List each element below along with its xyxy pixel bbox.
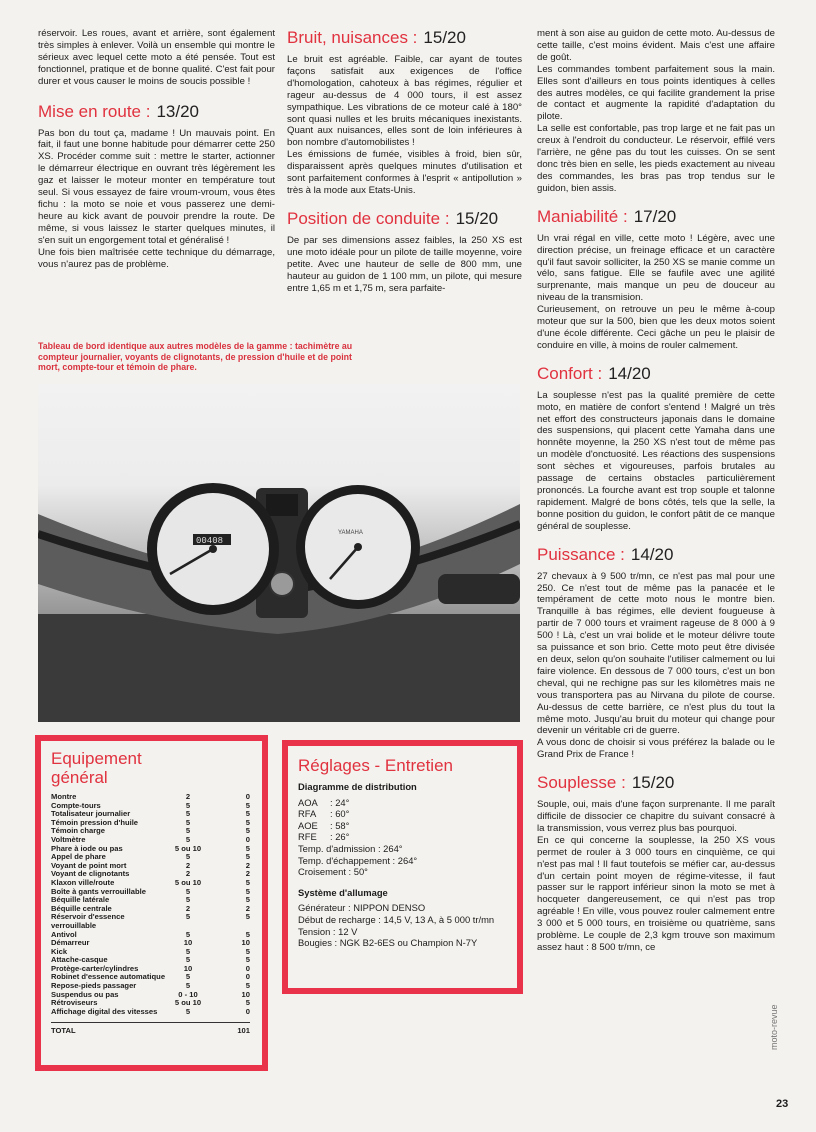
equipement-item-score: 2 bbox=[245, 903, 250, 913]
equipement-item-score: 5 bbox=[245, 929, 250, 939]
equipement-item-name: Témoin charge bbox=[51, 826, 106, 836]
diagramme-row bbox=[298, 831, 507, 843]
souplesse-title: Souplesse : bbox=[537, 773, 626, 793]
equipement-item-name: Repose-pieds passager bbox=[51, 981, 137, 991]
equipement-item-max: 5 bbox=[185, 972, 191, 982]
diagramme-title: Diagramme de distribution bbox=[298, 781, 417, 792]
equipement-item-max: 5 bbox=[185, 817, 191, 827]
equipement-item-name: Béquille latérale bbox=[51, 895, 110, 905]
equipement-item-score: 5 bbox=[245, 800, 250, 810]
puissance-paragraph-2: A vous donc de choisir si vous préférez la balade ou le Grand Prix de France ! bbox=[537, 737, 775, 761]
bruit-paragraph-1: Le bruit est agréable. Faible, car ayant de toutes façons satisfait aux exigences de l'office d'homologation, cahoteux à bas régimes, régulier et rageur au-dessus de 4 000 tours, il est assez sympathique. Les vibrations de ce moteur calé à 180° sont quasi nulles et les bruits mécaniques inexistants. Quant aux nuisances, elles sont de loin inférieures à bon nombre d'automobilistes ! bbox=[287, 54, 522, 149]
puissance-score: 14/20 bbox=[630, 544, 674, 564]
mise-en-route-title: Mise en route : bbox=[38, 101, 151, 121]
equipement-item-max: 5 ou 10 bbox=[174, 843, 202, 853]
equipement-item-name: Démarreur bbox=[51, 938, 90, 948]
confort-title: Confort : bbox=[537, 363, 603, 383]
equipement-item-max: 5 bbox=[185, 929, 191, 939]
equipement-title-line-2: général bbox=[51, 768, 108, 787]
equipement-item-score: 5 bbox=[245, 852, 250, 862]
equipement-item-score: 0 bbox=[245, 834, 250, 844]
mise-en-route-score: 13/20 bbox=[156, 101, 199, 121]
equipement-item-max: 2 bbox=[185, 869, 191, 879]
reglages-title: Réglages - Entretien bbox=[298, 756, 453, 775]
section-heading-position bbox=[287, 209, 522, 229]
equipement-item-max: 5 bbox=[185, 886, 191, 896]
equipement-item-max: 5 bbox=[185, 946, 191, 956]
equipement-item-name: Voltmètre bbox=[51, 834, 86, 844]
diagramme-key: AOA bbox=[298, 796, 318, 808]
equipement-item-max: 5 bbox=[185, 912, 191, 922]
equipement-item-name: Appel de phare bbox=[51, 852, 106, 862]
reglages-body bbox=[288, 781, 517, 949]
col1-intro-paragraph: réservoir. Les roues, avant et arrière, sont également très simples à enlever. Voilà un ensemble qui montre le sérieux avec lequel cette moto a été pensée. Tout est fonctionnel, pratique et de bonne qualité. C'est fait pour durer et vous causer le moins de soucis possible ! bbox=[38, 28, 275, 87]
mise-en-route-paragraph-1: Pas bon du tout ça, madame ! Un mauvais point. En fait, il faut une bonne habitude pour démarrer cette 250 XS. Procéder comme suit : mettre le starter, actionner le démarreur électrique en ouvrant très légèrement les gaz et laisser le moteur monter en température tout seul. Si vous essayez de faire vroum-vroum, vous êtes fichu : la moto se noie et vous passerez une demi-heure au kick avant de pouvoir prendre la route. De même, si vous laissez le starter quelques minutes, il s'en suit un engorgement total et généralisé ! bbox=[38, 127, 275, 246]
confort-paragraph-1: La souplesse n'est pas la qualité première de cette moto, en matière de confort s'entend ! Malgré un très net effort des constructeurs japonais dans le domaine des suspensions, qui placent cette Yamaha dans une honnête moyenne, la 250 XS n'est tout de même pas un modèle d'onctuosité. Les réactions des suspensions sont sèches et vigoureuses, parfois brutales au passage de certains obstacles particulièrement prononcés. La fourche avant est trop souple et talonne rapidement. Malgré de bons côtés, tels que la selle, la bonne position du guidon, le confort pâtit de ce manque général de souplesse. bbox=[537, 389, 775, 532]
maniabilite-paragraph-1: Un vrai régal en ville, cette moto ! Légère, avec une direction précise, un freinage efficace et un caractère qu'il faut savoir solliciter, la 250 XS se manie comme un vélo, sans fatigue. Elle se faufile avec une agilité surprenante, mais manque un peu de douceur au niveau de la transmision. bbox=[537, 232, 775, 304]
diagramme-key: RFE bbox=[298, 831, 317, 843]
section-heading-mise-en-route bbox=[38, 102, 275, 122]
equipement-item-score: 5 bbox=[245, 895, 250, 905]
section-heading-souplesse bbox=[537, 773, 775, 793]
equipement-list bbox=[41, 793, 262, 1016]
equipement-item-name: Klaxon ville/route bbox=[51, 877, 115, 887]
equipement-item-name: Rétroviseurs bbox=[51, 998, 98, 1008]
equipement-item-name: Totalisateur journalier bbox=[51, 809, 131, 819]
equipement-item-score: 5 bbox=[245, 955, 250, 965]
equipement-title bbox=[51, 749, 252, 787]
temp-admission: Temp. d'admission : 264° bbox=[298, 842, 403, 854]
col3-paragraph-2: Les commandes tombent parfaitement sous la main. Elles sont d'ailleurs en tous points identiques à celles des autres modèles, ce qui facilite grandement la prise de contact et augmente la rapidité d'adaptation du pilote. bbox=[537, 63, 775, 123]
equipement-item-name: Affichage digital des vitesses bbox=[51, 1006, 158, 1016]
column-2 bbox=[287, 28, 522, 294]
equipement-item-max: 5 bbox=[185, 809, 191, 819]
mise-en-route-paragraph-2: Une fois bien maîtrisée cette technique du démarrage, vous n'aurez pas de problème. bbox=[38, 246, 275, 270]
equipement-item-score: 5 bbox=[245, 981, 250, 991]
bougies: Bougies : NGK B2-6ES ou Champion N-7Y bbox=[298, 937, 478, 949]
equipement-item-name: Kick bbox=[51, 946, 68, 956]
equipement-item-name: Voyant de clignotants bbox=[51, 869, 130, 879]
souplesse-score: 15/20 bbox=[631, 773, 675, 793]
equipement-item-score: 5 bbox=[245, 886, 250, 896]
souplesse-paragraph-1: Souple, oui, mais d'une façon surprenante. Il me paraît difficile de dissocier ce chapitre du suivant consacré à la transmission, vous verrez plus bas pourquoi. bbox=[537, 799, 775, 834]
equipement-item-name: Compte-tours bbox=[51, 800, 101, 810]
equipement-item-name: Robinet d'essence automatique bbox=[51, 972, 166, 982]
equipement-item-max: 5 bbox=[185, 800, 191, 810]
equipement-item-max: 10 bbox=[183, 963, 193, 973]
maniabilite-score: 17/20 bbox=[633, 206, 677, 226]
equipement-item-max: 2 bbox=[185, 860, 191, 870]
equipement-item-score: 10 bbox=[241, 938, 250, 948]
diagramme-row bbox=[298, 797, 507, 809]
equipement-item-name: Témoin pression d'huile bbox=[51, 817, 139, 827]
column-1 bbox=[38, 28, 275, 270]
column-3 bbox=[537, 28, 775, 954]
bruit-score: 15/20 bbox=[423, 28, 466, 47]
section-heading-maniabilite bbox=[537, 207, 775, 227]
maniabilite-paragraph-2: Curieusement, on retrouve un peu le même à-coup moteur que sur la 500, bien que les deux motos soient d'une école différente. Ceci gâche un peu le plaisir de conduire en ville, à moins de rouler calmement. bbox=[537, 304, 775, 351]
equipement-item-score: 0 bbox=[245, 792, 250, 801]
equipement-item-name: Protège-carter/cylindres bbox=[51, 963, 139, 973]
diagramme-row bbox=[298, 820, 507, 832]
allumage-title: Système d'allumage bbox=[298, 886, 388, 898]
col3-paragraph-3: La selle est confortable, pas trop large et ne fait pas un creux à l'endroit du conducteur. Le réservoir, effilé vers l'arrière, ne gêne pas du tout les cuisses. On se sent donc très bien en selle, les pieds exactement au niveau des commandes, les bras pas trop tendus sur le guidon, bien assis. bbox=[537, 123, 775, 194]
page-number: 23 bbox=[776, 1098, 789, 1110]
equipement-total-label: TOTAL bbox=[51, 1026, 76, 1036]
debut-recharge: Début de recharge : 14,5 V, 13 A, à 5 000 tr/mn bbox=[298, 913, 495, 925]
equipement-item-max: 2 bbox=[185, 792, 191, 801]
equipement-total-row bbox=[51, 1022, 250, 1036]
equipement-item-name: Antivol bbox=[51, 929, 77, 939]
equipement-item-score: 5 bbox=[245, 877, 250, 887]
equipement-item-name: Phare à iode ou pas bbox=[51, 843, 123, 853]
equipement-item-score: 5 bbox=[245, 998, 250, 1008]
magazine-name: moto-revue bbox=[769, 1004, 779, 1050]
equipement-item-score: 2 bbox=[245, 869, 250, 879]
equipement-row bbox=[51, 1008, 250, 1017]
equipement-item-score: 0 bbox=[245, 963, 250, 973]
equipement-item-name: Boîte à gants verrouillable bbox=[51, 886, 146, 896]
equipement-item-name: Suspendus ou pas bbox=[51, 989, 119, 999]
bruit-title: Bruit, nuisances : bbox=[287, 28, 418, 47]
diagramme-key: AOE bbox=[298, 819, 318, 831]
equipement-item-max: 5 bbox=[185, 895, 191, 905]
section-heading-confort bbox=[537, 364, 775, 384]
equipement-item-score: 5 bbox=[245, 843, 250, 853]
temp-echappement: Temp. d'échappement : 264° bbox=[298, 854, 418, 866]
equipement-row bbox=[51, 939, 250, 948]
maniabilite-title: Maniabilité : bbox=[537, 206, 628, 226]
equipement-item-name: Montre bbox=[51, 792, 77, 801]
equipement-box bbox=[35, 735, 268, 1071]
equipement-item-max: 5 bbox=[185, 1006, 191, 1016]
photo-caption: Tableau de bord identique aux autres modèles de la gamme : tachimètre au compteur journalier, voyants de clignotants, de pression d'huile et de point mort, compte-tour et témoin de phare. bbox=[38, 341, 353, 373]
confort-score: 14/20 bbox=[608, 363, 651, 383]
equipement-item-score: 2 bbox=[245, 860, 250, 870]
diagramme-value: : 60° bbox=[330, 808, 350, 820]
equipement-item-score: 0 bbox=[245, 972, 250, 982]
diagramme-list bbox=[298, 797, 507, 843]
dashboard-illustration bbox=[38, 384, 520, 722]
section-heading-puissance bbox=[537, 545, 775, 565]
position-paragraph-1: De par ses dimensions assez faibles, la 250 XS est une moto idéale pour un pilote de taille moyenne, voire petite. Avec une hauteur de selle de 800 mm, une hauteur au guidon de 1 100 mm, un pilote, qui mesure entre 1,65 m et 1,75 m, sera parfaite- bbox=[287, 234, 522, 294]
equipement-item-name: Réservoir d'essence verrouillable bbox=[51, 912, 125, 930]
equipement-row bbox=[51, 913, 250, 930]
position-title: Position de conduite : bbox=[287, 208, 450, 228]
equipement-item-score: 5 bbox=[245, 817, 250, 827]
generateur: Générateur : NIPPON DENSO bbox=[298, 902, 426, 914]
tacho-brand: YAMAHA bbox=[338, 530, 363, 536]
souplesse-paragraph-2: En ce qui concerne la souplesse, la 250 XS vous permet de rouler à 3 000 tours en cinquième, ce qui n'est pas mal ! Il faut toutefois se méfier car, au-dessus d'un certain point moyen de régime-vitesse, il faut passer sur le rapport inférieur sinon la moto se met à hocqueter dangereusement, ce qui n'est pas trop agréable ! En ville, vous pouvez rouler calmement entre 3 000 et 5 000 tours, en troisième ou quatrième, sans problème. Le couple de 2,3 kgm trouve son maximum assez haut : 8 500 tr/mn, ce bbox=[537, 834, 775, 953]
puissance-title: Puissance : bbox=[537, 544, 625, 564]
section-heading-bruit bbox=[287, 28, 522, 48]
equipement-item-max: 0 - 10 bbox=[178, 989, 198, 999]
equipement-item-max: 2 bbox=[185, 903, 191, 913]
col3-paragraph-1: ment à son aise au guidon de cette moto. Au-dessus de cette taille, c'est moins évident. Mais c'est une affaire de goût. bbox=[537, 28, 775, 63]
equipement-item-score: 5 bbox=[245, 809, 250, 819]
equipement-item-max: 5 ou 10 bbox=[174, 877, 202, 887]
diagramme-value: : 26° bbox=[330, 831, 350, 843]
equipement-item-score: 5 bbox=[245, 912, 250, 922]
speedo-odometer: 00408 bbox=[196, 536, 224, 546]
diagramme-value: : 58° bbox=[330, 819, 350, 831]
diagramme-key: RFA bbox=[298, 808, 317, 820]
equipement-item-max: 5 bbox=[185, 834, 191, 844]
equipement-item-name: Attache-casque bbox=[51, 955, 108, 965]
equipement-item-name: Béquille centrale bbox=[51, 903, 112, 913]
equipement-item-max: 5 bbox=[185, 955, 191, 965]
diagramme-value: : 24° bbox=[330, 796, 350, 808]
equipement-item-max: 5 bbox=[185, 826, 191, 836]
equipement-item-max: 10 bbox=[183, 938, 193, 948]
equipement-item-score: 5 bbox=[245, 826, 250, 836]
equipement-item-max: 5 bbox=[185, 981, 191, 991]
croisement: Croisement : 50° bbox=[298, 866, 368, 878]
equipement-item-score: 5 bbox=[245, 946, 250, 956]
puissance-paragraph-1: 27 chevaux à 9 500 tr/mn, ce n'est pas mal pour une 250. Ce n'est tout de même pas la panacée et le tempérament de cette moto nous le montre bien. Tranquille à bas régimes, elle devient fougueuse à partir de 7 000 tours et vraiment rageuse de 8 000 à 9 500 ! Là, c'est un vrai bolide et le moteur délivre toute sa puissance et son brio. Cette moto peut être divisée en deux, selon qu'on souhaite l'utiliser calmement ou lui faire violence. En dessous de 7 000 tours, c'est un bon cheval, qui ne rechigne pas sur les kilomètres mais ne vous transportera pas au Nirvana du pilote de course. Au-dessus de cette barrière, ce n'est plus du tout la même moto. Jusqu'au bruit du moteur qui change pour devenir un véritable cri de guerre. bbox=[537, 570, 775, 737]
equipement-item-name: Voyant de point mort bbox=[51, 860, 127, 870]
equipement-title-line-1: Equipement bbox=[51, 749, 142, 768]
diagramme-row bbox=[298, 808, 507, 820]
reglages-box bbox=[282, 740, 523, 994]
equipement-item-score: 0 bbox=[245, 1006, 250, 1016]
equipement-item-max: 5 bbox=[185, 852, 191, 862]
bruit-paragraph-2: Les émissions de fumée, visibles à froid, bien sûr, disparaissent après quelques minutes d'utilisation et sont parfaitement conformes à l'esprit « antipollution » très à la mode aux Etats-Unis. bbox=[287, 149, 522, 196]
dashboard-photo bbox=[38, 384, 520, 722]
equipement-item-max: 5 ou 10 bbox=[174, 998, 202, 1008]
position-score: 15/20 bbox=[455, 208, 499, 228]
equipement-item-score: 10 bbox=[241, 989, 250, 999]
tension: Tension : 12 V bbox=[298, 925, 358, 937]
equipement-total-value: 101 bbox=[237, 1026, 250, 1036]
